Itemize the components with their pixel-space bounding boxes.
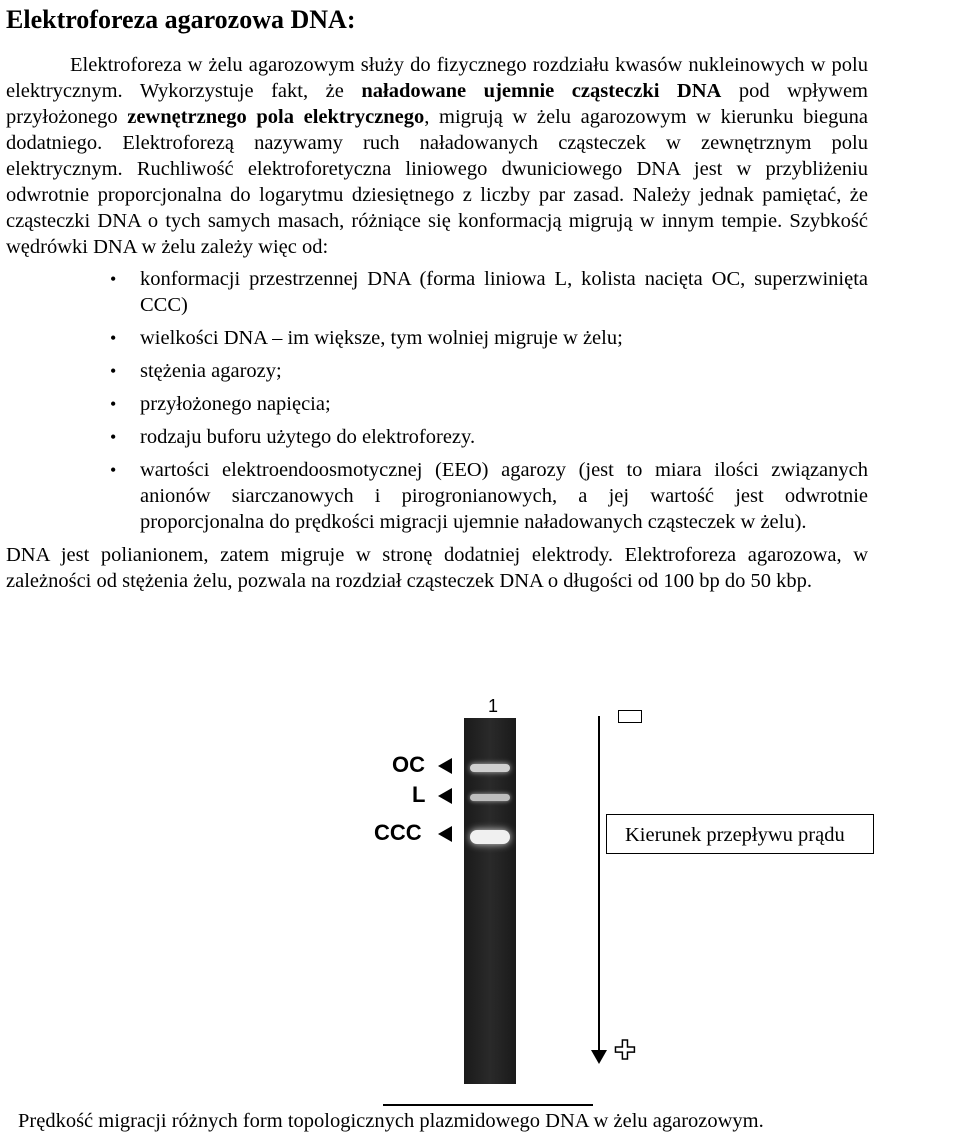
document-body: [6, 52, 868, 594]
list-item: [6, 325, 868, 351]
flow-direction-line: [598, 716, 600, 1056]
bullet-icon: •: [110, 460, 117, 480]
list-item: [6, 266, 868, 318]
lane-label: 1: [488, 696, 499, 716]
label-l: L: [412, 782, 426, 807]
flow-direction-label: Kierunek przepływu prądu: [606, 814, 874, 854]
band-oc: [470, 764, 510, 772]
factor-list: [6, 266, 868, 535]
label-ccc: CCC: [374, 820, 422, 845]
figure-caption: Prędkość migracji różnych form topologicznych plazmidowego DNA w żelu agarozowym.: [18, 1110, 764, 1132]
caption-divider: [383, 1104, 593, 1106]
intro-text-3: , migrują w żelu agarozowym w kierunku bieguna dodatniego. Elektroforezą nazywamy ruch naładowanych cząsteczek w zewnętrznym polu elektrycznym. Ruchliwość elektroforetyczna liniowego dwuniciowego DNA jest w przybliżeniu odwrotnie proporcjonalna do logarytmu dziesiętnego z liczby par zasad. Należy jednak pamiętać, że cząsteczki DNA o tych samych masach, różniące się konformacją migrują w innym tempie. Szybkość wędrówki DNA w żelu zależy więc od:: [6, 106, 868, 258]
band-l: [470, 794, 510, 801]
gel-lane: [464, 718, 516, 1084]
page-title: Elektroforeza agarozowa DNA:: [6, 5, 356, 34]
list-item-text: przyłożonego napięcia;: [140, 393, 331, 415]
flow-arrow-down-icon: [591, 1050, 607, 1064]
conclusion-paragraph: DNA jest polianionem, zatem migruje w stronę dodatniej elektrody. Elektroforeza agarozowa, w zależności od stężenia żelu, pozwala na rozdział cząsteczek DNA o długości od 100 bp do 50 kbp.: [6, 544, 868, 592]
bullet-icon: •: [110, 427, 117, 447]
list-item: [6, 424, 868, 450]
positive-electrode-icon: ✚: [614, 1036, 636, 1066]
bullet-icon: •: [110, 269, 117, 289]
negative-electrode-icon: [618, 710, 642, 723]
intro-bold-1: naładowane ujemnie cząsteczki DNA: [361, 80, 722, 102]
label-oc: OC: [392, 752, 425, 777]
list-item: [6, 457, 868, 535]
list-item-text: wielkości DNA – im większe, tym wolniej migruje w żelu;: [140, 327, 623, 349]
list-item-text: konformacji przestrzennej DNA (forma liniowa L, kolista nacięta OC, superzwinięta CCC): [140, 268, 868, 316]
arrow-oc-icon: [438, 758, 452, 774]
list-item: [6, 358, 868, 384]
list-item-text: stężenia agarozy;: [140, 360, 282, 382]
band-ccc: [470, 830, 510, 844]
list-item-text: rodzaju buforu użytego do elektroforezy.: [140, 426, 476, 448]
intro-text-2: pod wpływem przyłożonego: [6, 80, 868, 128]
intro-text-1: Elektroforeza w żelu agarozowym służy do fizycznego rozdziału kwasów nukleinowych w polu elektrycznym. Wykorzystuje fakt, że: [6, 54, 868, 102]
bullet-icon: •: [110, 394, 117, 414]
gel-figure: [0, 690, 960, 1090]
list-item-text: wartości elektroendoosmotycznej (EEO) agarozy (jest to miara ilości związanych anionów siarczanowych i pirogronianowych, a jej wartość jest odwrotnie proporcjonalna do prędkości migracji ujemnie naładowanych cząsteczek w żelu).: [140, 459, 868, 533]
list-item: [6, 391, 868, 417]
intro-paragraph: [6, 52, 868, 260]
bullet-icon: •: [110, 328, 117, 348]
intro-bold-2: zewnętrznego pola elektrycznego: [127, 106, 425, 128]
arrow-ccc-icon: [438, 826, 452, 842]
bullet-icon: •: [110, 361, 117, 381]
arrow-l-icon: [438, 788, 452, 804]
